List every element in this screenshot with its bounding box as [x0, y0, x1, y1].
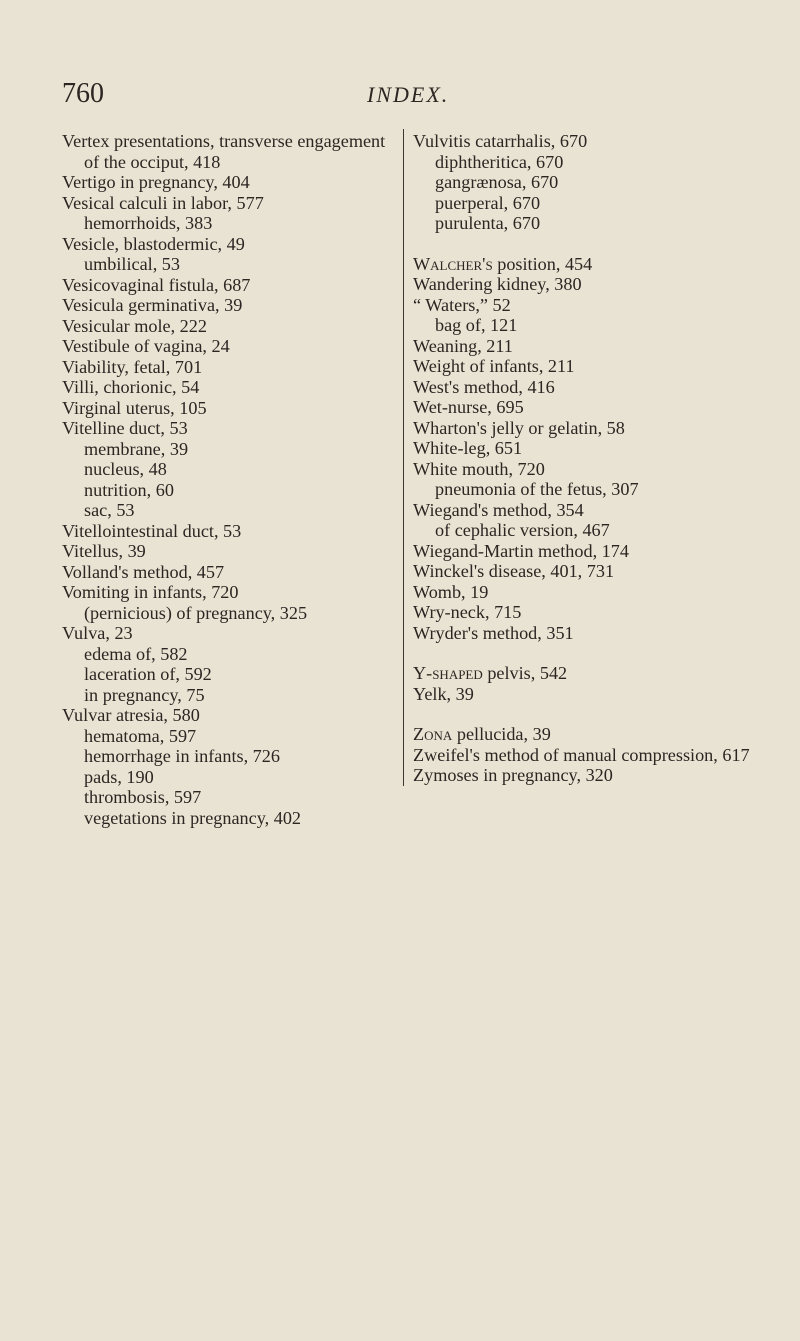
index-entry: Vesicular mole, 222 — [62, 315, 207, 336]
index-subentry: gangrænosa, 670 — [435, 172, 559, 192]
index-subentry: of cephalic version, 467 — [435, 520, 610, 540]
section-gap — [413, 643, 798, 663]
index-entry: West's method, 416 — [413, 376, 555, 397]
section-gap — [413, 234, 798, 254]
index-entry: Vitelline duct, 53 — [62, 418, 188, 438]
section-gap — [413, 704, 798, 724]
index-subentry: puerperal, 670 — [435, 192, 541, 213]
index-column-left — [62, 131, 400, 828]
index-subentry: nucleus, 48 — [84, 459, 167, 479]
column-divider — [403, 129, 404, 786]
running-head: INDEX. — [367, 82, 450, 107]
index-entry: Viability, fetal, 701 — [62, 356, 203, 377]
index-subentry: pneumonia of the fetus, 307 — [435, 479, 639, 499]
index-entry: Vulva, 23 — [62, 623, 133, 643]
index-subentry: vegetations in pregnancy, 402 — [84, 807, 302, 828]
index-subentry: purulenta, 670 — [435, 213, 541, 233]
index-entry: Y-shaped pelvis, 542 — [413, 663, 568, 683]
index-entry: Villi, chorionic, 54 — [62, 377, 200, 397]
index-subentry: hematoma, 597 — [84, 725, 197, 746]
index-subentry: nutrition, 60 — [84, 479, 174, 500]
index-entry: Vertigo in pregnancy, 404 — [62, 172, 250, 192]
index-entry: Zona pellucida, 39 — [413, 724, 551, 744]
index-subentry: bag of, 121 — [435, 315, 518, 335]
index-entry: Volland's method, 457 — [62, 561, 225, 582]
page-number: 760 — [62, 78, 104, 109]
index-entry: Wiegand-Martin method, 174 — [413, 540, 629, 561]
index-entry: Wharton's jelly or gelatin, 58 — [413, 417, 625, 438]
index-entry: Wet-nurse, 695 — [413, 397, 524, 417]
index-subentry: pads, 190 — [84, 766, 154, 787]
index-entry: “ Waters,” 52 — [413, 294, 511, 315]
index-entry: Wryder's method, 351 — [413, 622, 574, 643]
index-entry: Weaning, 211 — [413, 335, 513, 356]
index-entry: White-leg, 651 — [413, 438, 523, 458]
index-entry: Vesicula germinativa, 39 — [62, 295, 243, 315]
index-entry: Vitellointestinal duct, 53 — [62, 520, 242, 541]
index-entry: Weight of infants, 211 — [413, 356, 575, 376]
index-entry: Zweifel's method of manual compression, 617 — [413, 744, 750, 765]
index-entry: Walcher's position, 454 — [413, 253, 593, 274]
index-entry: Vesicle, blastodermic, 49 — [62, 233, 245, 254]
index-subentry: sac, 53 — [84, 500, 135, 520]
page-header — [62, 78, 762, 118]
index-subentry: in pregnancy, 75 — [84, 684, 205, 705]
index-entry: Vitellus, 39 — [62, 541, 146, 561]
index-subentry: umbilical, 53 — [84, 254, 180, 274]
index-subentry: hemorrhoids, 383 — [84, 213, 213, 233]
index-entry: White mouth, 720 — [413, 458, 545, 479]
index-subentry: membrane, 39 — [84, 438, 189, 459]
index-subentry: hemorrhage in infants, 726 — [84, 746, 280, 766]
index-entry: Wandering kidney, 380 — [413, 274, 582, 294]
index-entry: Wiegand's method, 354 — [413, 499, 584, 520]
index-column-right — [413, 131, 798, 786]
index-subentry: laceration of, 592 — [84, 664, 212, 684]
index-entry: Vesical calculi in labor, 577 — [62, 192, 264, 213]
index-entry: Virginal uterus, 105 — [62, 397, 207, 418]
index-entry: Vesicovaginal fistula, 687 — [62, 274, 251, 295]
index-subentry: (pernicious) of pregnancy, 325 — [84, 602, 308, 623]
index-entry: Zymoses in pregnancy, 320 — [413, 765, 613, 785]
index-entry: Vestibule of vagina, 24 — [62, 336, 230, 356]
index-entry: Vulvar atresia, 580 — [62, 705, 200, 725]
index-subentry: edema of, 582 — [84, 643, 188, 664]
index-entry: Vomiting in infants, 720 — [62, 582, 239, 602]
index-entry: Yelk, 39 — [413, 683, 474, 704]
index-entry: Vulvitis catarrhalis, 670 — [413, 131, 588, 151]
index-entry: Vertex presentations, transverse engagement of the occiput, 418 — [62, 131, 386, 172]
index-entry: Winckel's disease, 401, 731 — [413, 561, 615, 581]
index-entry: Womb, 19 — [413, 581, 489, 602]
index-subentry: thrombosis, 597 — [84, 787, 202, 807]
index-entry: Wry-neck, 715 — [413, 602, 522, 622]
index-subentry: diphtheritica, 670 — [435, 151, 564, 172]
